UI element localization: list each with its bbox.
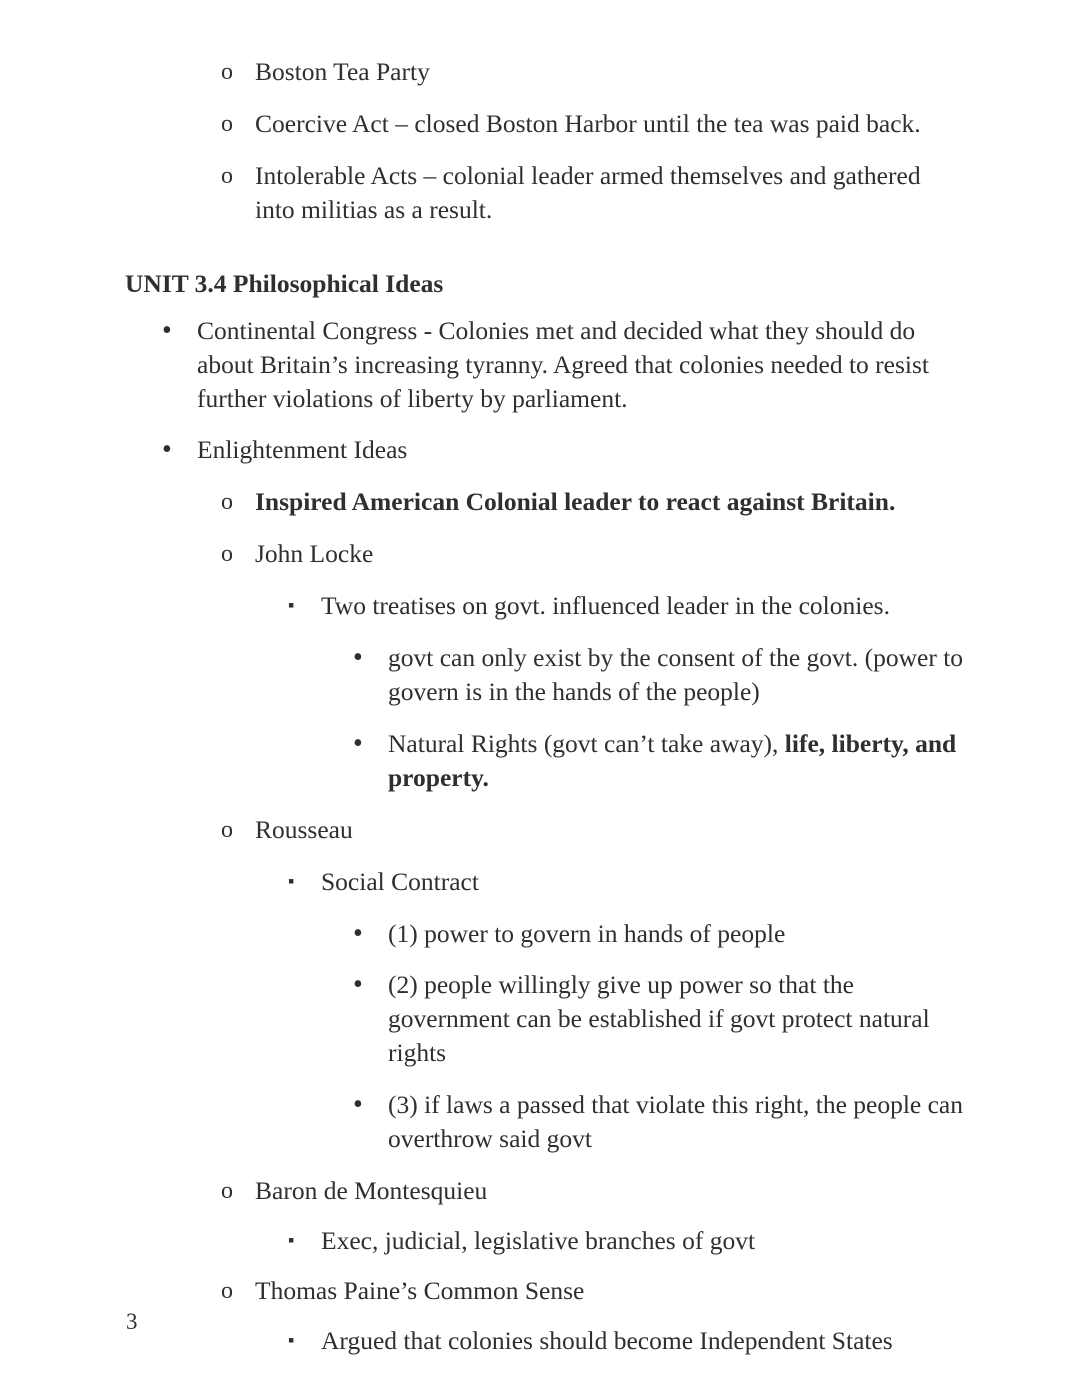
- list-item: [221, 107, 965, 141]
- list-item-text: Boston Tea Party: [255, 57, 430, 86]
- list-item-text: (3) if laws a passed that violate this right, the people can overthrow said govt: [388, 1090, 963, 1154]
- list-item-text-emphasis: life, liberty, and property.: [388, 728, 957, 792]
- list-item: [353, 641, 965, 709]
- list-item-rousseau: [221, 813, 965, 847]
- list-item-text: Enlightenment Ideas: [197, 435, 408, 465]
- top-list: [125, 55, 965, 227]
- list-item: [288, 1324, 965, 1358]
- list-item: [288, 1224, 965, 1258]
- circle-bullet-icon: o: [221, 489, 233, 516]
- list-item-text: Coercive Act – closed Boston Harbor until the tea was paid back.: [255, 108, 921, 138]
- circle-bullet-icon: o: [221, 816, 233, 843]
- list-item: [288, 589, 965, 623]
- section-heading: UNIT 3.4 Philosophical Ideas: [125, 268, 444, 298]
- list-item: [221, 159, 965, 227]
- list-item-text: govt can only exist by the consent of the govt. (power to govern is in the hands of the people): [388, 643, 964, 707]
- list-item-text: Exec, judicial, legislative branches of govt: [321, 1225, 756, 1255]
- circle-bullet-icon: o: [221, 162, 233, 189]
- section-list: [125, 314, 965, 1358]
- list-item: [162, 314, 965, 416]
- list-item: [353, 1088, 965, 1156]
- list-item: [162, 433, 965, 467]
- list-item: [221, 55, 965, 89]
- page-number: 3: [126, 1309, 138, 1334]
- square-bullet-icon: ▪: [288, 595, 295, 616]
- list-item-text: Rousseau: [255, 814, 353, 844]
- list-item-text: Thomas Paine’s Common Sense: [255, 1275, 585, 1305]
- list-item-text: Argued that colonies should become Independent States: [321, 1325, 893, 1355]
- bullet-icon: •: [353, 642, 363, 674]
- bullet-icon: •: [162, 314, 172, 346]
- list-item-text: Baron de Montesquieu: [255, 1175, 488, 1205]
- list-item-text: (1) power to govern in hands of people: [388, 918, 786, 948]
- list-item-locke: [221, 537, 965, 571]
- list-item-text: Natural Rights (govt can’t take away),: [388, 728, 785, 758]
- list-item: [288, 865, 965, 899]
- list-item-text: Intolerable Acts – colonial leader armed themselves and gathered into militias as a result.: [255, 160, 921, 224]
- bullet-icon: •: [353, 727, 363, 759]
- circle-bullet-icon: o: [221, 110, 233, 137]
- list-item-text: (2) people willingly give up power so that the government can be established if govt protect natural rights: [388, 970, 930, 1068]
- list-item-montesquieu: [221, 1174, 965, 1208]
- list-item: [353, 917, 965, 951]
- bullet-icon: •: [162, 434, 172, 466]
- list-item-text: Two treatises on govt. influenced leader in the colonies.: [321, 591, 890, 621]
- circle-bullet-icon: o: [221, 59, 233, 85]
- document-body: [125, 55, 965, 1374]
- list-item-inspired: [221, 485, 965, 519]
- list-item-text: Continental Congress - Colonies met and decided what they should do about Britain’s increasing tyranny. Agreed that colonies needed to resist further violations of liberty by parliament.: [197, 315, 929, 413]
- circle-bullet-icon: o: [221, 1177, 233, 1204]
- list-item: [353, 968, 965, 1070]
- circle-bullet-icon: o: [221, 541, 233, 568]
- list-item-text: Social Contract: [321, 866, 479, 896]
- bullet-icon: •: [353, 969, 363, 1001]
- list-item-text: John Locke: [255, 539, 374, 569]
- square-bullet-icon: ▪: [288, 1229, 295, 1250]
- list-item-text: Inspired American Colonial leader to react against Britain.: [255, 487, 896, 517]
- circle-bullet-icon: o: [221, 1277, 233, 1304]
- list-item-paine: [221, 1274, 965, 1308]
- list-item: [353, 727, 965, 795]
- bullet-icon: •: [353, 917, 363, 949]
- square-bullet-icon: ▪: [288, 870, 295, 891]
- bullet-icon: •: [353, 1089, 363, 1121]
- square-bullet-icon: ▪: [288, 1329, 295, 1350]
